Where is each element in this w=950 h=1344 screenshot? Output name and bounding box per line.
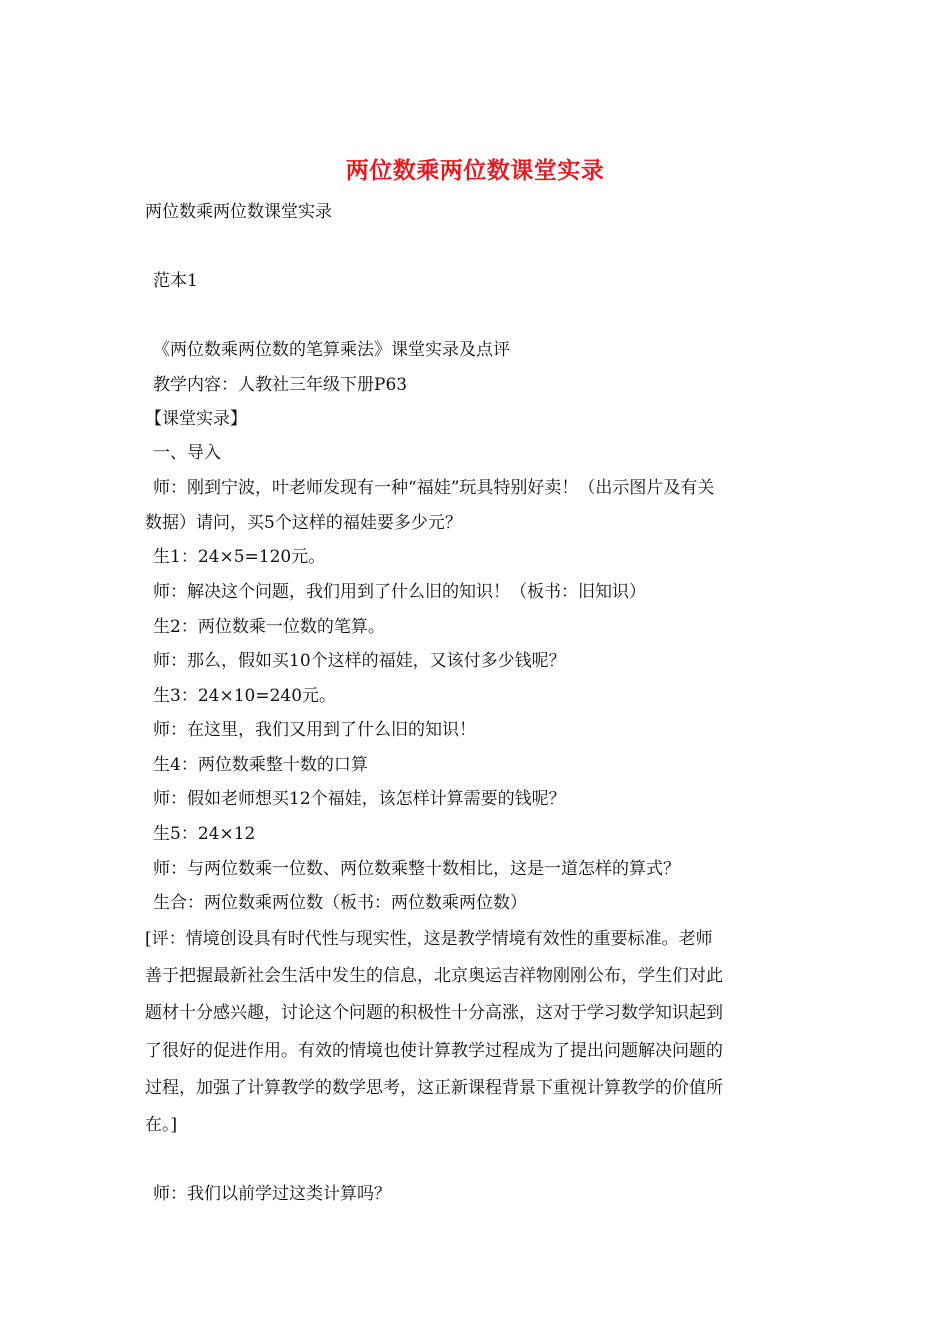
dialogue-line: 生合：两位数乘两位数（板书：两位数乘两位数）: [153, 893, 527, 913]
section-header: 【课堂实录】: [145, 409, 247, 429]
comment-line: 题材十分感兴趣，讨论这个问题的积极性十分高涨，这对于学习数学知识起到: [145, 1003, 723, 1023]
document-subtitle: 两位数乘两位数课堂实录: [145, 202, 332, 222]
dialogue-line: 师：假如老师想买12个福娃，该怎样计算需要的钱呢？: [153, 789, 566, 809]
dialogue-line: 师：在这里，我们又用到了什么旧的知识！: [153, 720, 476, 740]
sample-label: 范本1: [153, 271, 198, 291]
content-line: 教学内容：人教社三年级下册P63: [153, 375, 408, 395]
dialogue-line: 师：刚到宁波，叶老师发现有一种“福娃”玩具特别好卖！（出示图片及有关: [153, 478, 715, 498]
part-one-heading: 一、导入: [153, 443, 221, 463]
dialogue-line: 生3：24×10=240元。: [153, 686, 337, 706]
document-title: 两位数乘两位数课堂实录: [345, 157, 605, 184]
dialogue-line: 师：解决这个问题，我们用到了什么旧的知识！（板书：旧知识）: [153, 582, 646, 602]
lesson-title: 《两位数乘两位数的笔算乘法》课堂实录及点评: [153, 340, 510, 360]
comment-line: 了很好的促进作用。有效的情境也使计算教学过程成为了提出问题解决问题的: [145, 1041, 723, 1061]
comment-line: 过程，加强了计算教学的数学思考，这正新课程背景下重视计算教学的价值所: [145, 1078, 723, 1098]
dialogue-line: 师：那么，假如买10个这样的福娃，又该付多少钱呢？: [153, 651, 566, 671]
comment-line: 在。]: [145, 1115, 178, 1135]
dialogue-line: 生1：24×5=120元。: [153, 547, 326, 567]
dialogue-line: 数据）请问，买5个这样的福娃要多少元？: [145, 513, 462, 533]
comment-line: 善于把握最新社会生活中发生的信息，北京奥运吉祥物刚刚公布，学生们对此: [145, 966, 723, 986]
dialogue-line: 生5：24×12: [153, 824, 256, 844]
comment-line: [评：情境创设具有时代性与现实性，这是教学情境有效性的重要标准。老师: [145, 929, 713, 949]
dialogue-line: 生4：两位数乘整十数的口算: [153, 755, 368, 775]
dialogue-line: 生2：两位数乘一位数的笔算。: [153, 617, 385, 637]
dialogue-line: 师：我们以前学过这类计算吗？: [153, 1184, 391, 1204]
dialogue-line: 师：与两位数乘一位数、两位数乘整十数相比，这是一道怎样的算式？: [153, 859, 680, 879]
